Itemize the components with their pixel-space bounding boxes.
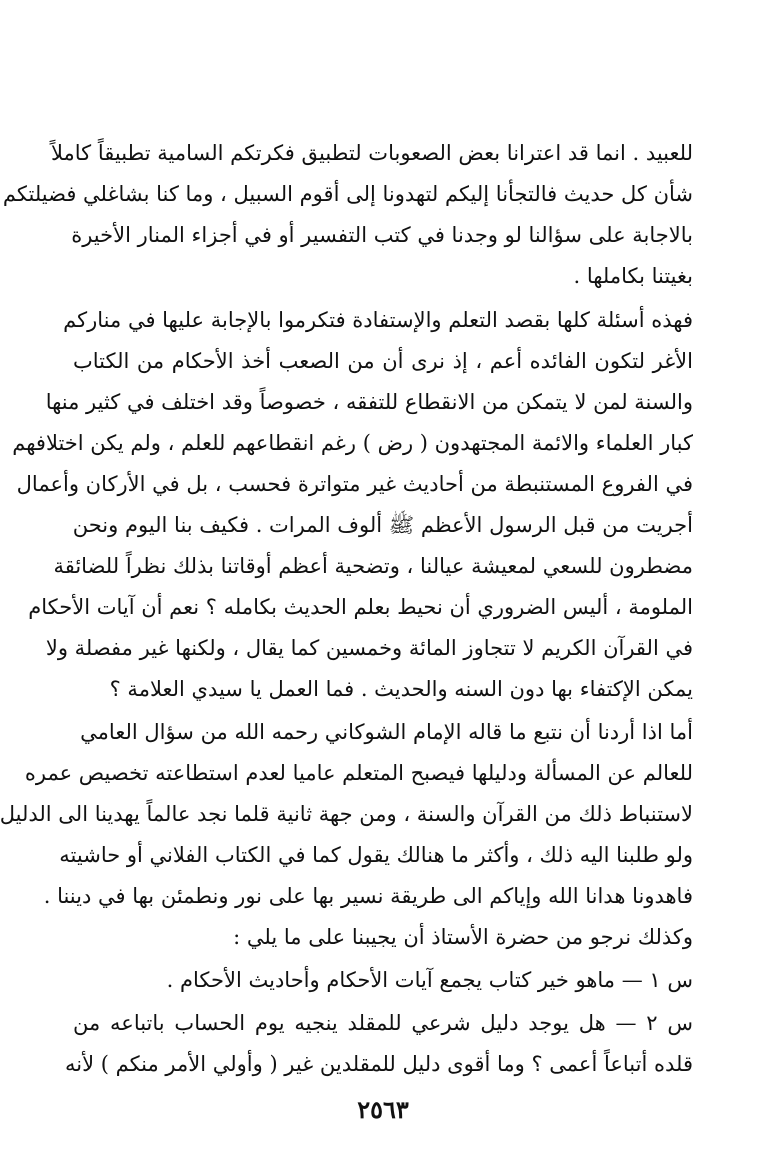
text-line: للعبيد . انما قد اعترانا بعض الصعوبات لتطبيق فكرتكم السامية تطبيقاً كاملاً xyxy=(50,141,693,165)
text-line: لاستنباط ذلك من القرآن والسنة ، ومن جهة ثانية قلما نجد عالماً يهدينا الى الدليل xyxy=(0,802,693,826)
text-line: مضطرون للسعي لمعيشة عيالنا ، وتضحية أعظم أوقاتنا بذلك نظراً للضائقة xyxy=(53,554,693,578)
text-line: الأغر لتكون الفائده أعم ، إذ نرى أن من الصعب أخذ الأحكام من الكتاب xyxy=(73,349,693,373)
text-line: الملومة ، أليس الضروري أن نحيط بعلم الحديث بكامله ؟ نعم أن آيات الأحكام xyxy=(28,595,693,619)
text-line: شأن كل حديث فالتجأنا إليكم لتهدونا إلى أقوم السبيل ، وما كنا بشاغلي فضيلتكم xyxy=(2,182,693,206)
question-2-line: قلده أتباعاً أعمى ؟ وما أقوى دليل للمقلدين غير ( وأولي الأمر منكم ) لأنه xyxy=(64,1052,693,1076)
text-line: فاهدونا هدانا الله وإياكم الى طريقة نسير بها على نور ونطمئن بها في ديننا . xyxy=(43,884,693,908)
text-line: بغيتنا بكاملها . xyxy=(573,264,693,288)
text-line: فهذه أسئلة كلها بقصد التعلم والإستفادة فتكرموا بالإجابة عليها في منارکم xyxy=(63,308,693,332)
text-line: يمكن الإكتفاء بها دون السنه والحديث . فما العمل يا سيدي العلامة ؟ xyxy=(109,677,693,701)
page-number: ٢٥٦٣ xyxy=(357,1095,409,1124)
text-line: كبار العلماء والائمة المجتهدون ( رض ) رغم انقطاعهم للعلم ، ولم يكن اختلافهم xyxy=(12,431,693,455)
question-1: س ١ — ماهو خير كتاب يجمع آيات الأحكام وأحاديث الأحكام . xyxy=(166,968,693,992)
text-line: أما اذا أردنا أن نتبع ما قاله الإمام الشوكاني رحمه الله من سؤال العامي xyxy=(80,720,693,744)
text-line: للعالم عن المسألة ودليلها فيصبح المتعلم عاميا لعدم استطاعته تخصيص عمره xyxy=(24,761,693,785)
text-line: في الفروع المستنبطة من أحاديث غير متواترة فحسب ، بل في الأركان وأعمال xyxy=(16,472,693,496)
text-line: ولو طلبنا اليه ذلك ، وأكثر ما هنالك يقول كما في الكتاب الفلاني أو حاشيته xyxy=(59,843,693,867)
text-line: في القرآن الكريم لا تتجاوز المائة وخمسين كما يقال ، ولكنها غير مفصلة ولا xyxy=(45,636,693,660)
text-line: بالاجابة على سؤالنا لو وجدنا في كتب التفسير أو في أجزاء المنار الأخيرة xyxy=(71,223,693,247)
text-line: والسنة لمن لا يتمكن من الانقطاع للتفقه ، خصوصاً وقد اختلف في كثير منها xyxy=(45,390,693,414)
question-2-line: س ٢ — هل يوجد دليل شرعي للمقلد ينجيه يوم الحساب باتباعه من xyxy=(73,1011,694,1035)
request-line: وكذلك نرجو من حضرة الأستاذ أن يجيبنا على ما يلي : xyxy=(233,925,693,949)
text-line: أجريت من قبل الرسول الأعظم ﷺ ألوف المرات . فكيف بنا اليوم ونحن xyxy=(72,513,693,537)
